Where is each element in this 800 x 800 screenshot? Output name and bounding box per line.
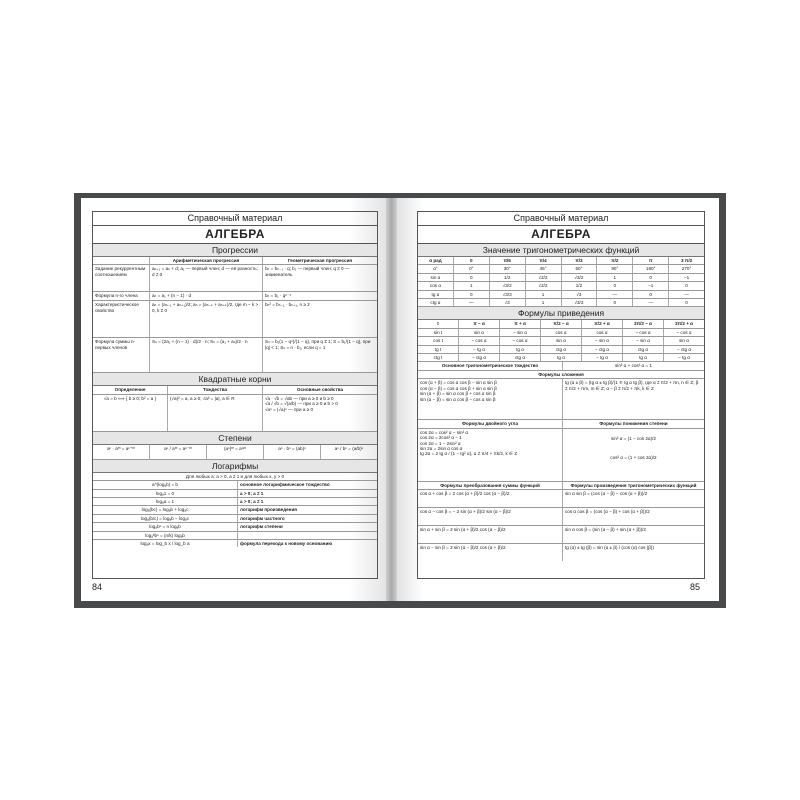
table-cell: 60°: [562, 265, 598, 272]
table-cell: π − α: [459, 320, 500, 327]
table-cell: − cos α: [623, 329, 664, 336]
table-cell: 1: [597, 274, 633, 281]
table-cell: − tg α: [459, 346, 500, 353]
table-cell: − sin α: [623, 337, 664, 344]
table-row: sin α − sin β = 2 sin (α − β)/2 cos (α + β)/2 tg (α) ± tg (β) = sin (α ± β) / (cos (α) cos (β)): [418, 544, 704, 561]
table-cell: √3: [490, 299, 526, 306]
table-row: [418, 299, 704, 307]
table-cell: π: [633, 257, 669, 264]
table-cell: ctg α: [623, 346, 664, 353]
table-row: [418, 291, 704, 299]
table-cell: 0: [597, 282, 633, 289]
table-cell: tg t: [418, 346, 459, 353]
table-cell: cos α: [582, 329, 623, 336]
table-cell: − sin α: [500, 329, 541, 336]
logs-condition: Для любых a: a > 0, a ≠ 1 и для любых x, y > 0: [93, 473, 377, 481]
table-row: [418, 329, 704, 337]
table-row: cos α − cos β = − 2 sin (α + β)/2 sin (α − β)/2 cos α cos β = (cos (α − β) + cos (α + β))/2: [418, 508, 704, 526]
table-cell: 3π/2 + α: [675, 321, 693, 327]
table-cell: 0: [597, 299, 633, 306]
table-cell: 270°: [681, 266, 692, 272]
right-header: Справочный материал: [418, 212, 704, 226]
table-cell: 90°: [597, 265, 633, 272]
table-cell: π/6: [490, 257, 526, 264]
table-cell: sin α: [541, 337, 582, 344]
table-row: [418, 346, 704, 354]
table-cell: √3: [562, 291, 598, 298]
right-reference-box: [417, 211, 705, 579]
table-cell: 0°: [454, 265, 490, 272]
table-row: Характеристическое свойство aₙ = (aₙ₋₁ + aₙ₊₁)/2; aₙ = (aₙ₋ₖ + aₙ₊ₖ)/2, где m − k > 0, k ≠ 0 bₙ² = bₙ₋₁ · bₙ₊₁, n ≥ 2: [93, 301, 377, 338]
table-cell: − ctg α: [676, 346, 692, 352]
table-cell: 0: [685, 283, 688, 289]
table-cell: π/2 − α: [541, 320, 582, 327]
table-row: [418, 320, 704, 328]
table-cell: − cos α: [459, 337, 500, 344]
table-row: [418, 354, 704, 362]
table-row: sin α + sin β = 2 sin (α + β)/2 cos (α − β)/2 sin α cos β = (sin (α − β) + sin (α + β))/2: [418, 526, 704, 544]
table-cell: 0: [454, 257, 490, 264]
table-cell: 1: [454, 282, 490, 289]
table-cell: −1: [683, 274, 690, 280]
table-row: [418, 274, 704, 282]
table-cell: —: [684, 291, 689, 297]
table-cell: −1: [633, 282, 669, 289]
table-cell: − ctg α: [582, 346, 623, 353]
table-cell: √2/2: [526, 274, 562, 281]
table-cell: cos α: [418, 282, 454, 289]
progressions-header-row: [93, 257, 377, 265]
table-cell: π/2 + α: [582, 320, 623, 327]
right-title: АЛГЕБРА: [418, 226, 704, 244]
table-row: Формула n-го члена aₙ = a₁ + (n − 1) · d bₙ = b₁ · qⁿ⁻¹: [93, 292, 377, 301]
table-cell: π/2: [597, 257, 633, 264]
sum-prod-titles: Формулы преобразования суммы функций Формулы произведения тригонометрических функций: [418, 482, 704, 490]
table-cell: 1/2: [490, 274, 526, 281]
table-row: √a = b ⟺ { b ≥ 0; b² = a } (√a)² = a, a ≥ 0; √a² = |a|, a ∈ R √a · √b = √ab — при a ≥ 0 и b ≥ 0 √a / √b = √(a/b) — при a ≥ 0 и b > 0 √aⁿ = (√a)ⁿ — при a ≥ 0: [93, 395, 377, 432]
table-cell: —: [597, 291, 633, 298]
table-cell: − ctg α: [459, 354, 500, 361]
table-row: a^(logₐb) = b основное логарифмическое тождество: [93, 481, 377, 489]
double-halving-block: cos 2α = cos² α − sin² α cos 2α = 2cos² α − 1 cos 2α = 1 − 2sin² α sin 2α = 2sin α cos α tg 2α = 2 tg α / (1 − tg² α), α ≠ π/4 + πk/2, k ∈ Z sin² α = (1 − cos 2α)/2 cos² α = (1 + cos 2α)/2: [418, 429, 704, 482]
table-cell: − tg α: [582, 354, 623, 361]
table-row: [418, 257, 704, 265]
reduction-title: Формулы приведения: [418, 307, 704, 320]
table-row: logₐbⁿ = n logₐb логарифм степени: [93, 523, 377, 531]
table-row: logₐx = log_b x / log_b a формула перехода к новому основанию: [93, 540, 377, 547]
page-number-left: 84: [92, 582, 103, 592]
table-cell: tg α: [541, 354, 582, 361]
table-row: logₐᵏbⁿ = (n/k) logₐb: [93, 532, 377, 540]
table-row: aⁿ · aᵐ = aⁿ⁺ᵐ aⁿ / aᵐ = aⁿ⁻ᵐ (aⁿ)ᵐ = aⁿᵐ aⁿ · bⁿ = (ab)ⁿ aⁿ / bⁿ = (a/b)ⁿ: [93, 445, 377, 460]
left-header: Справочный материал: [93, 212, 377, 226]
table-cell: sin α: [459, 329, 500, 336]
trig-title: Значение тригонометрических функций: [418, 244, 704, 257]
col-arith: Арифметическая прогрессия: [150, 257, 263, 264]
logs-title: Логарифмы: [93, 460, 377, 473]
table-cell: √3/2: [490, 282, 526, 289]
table-cell: − sin α: [582, 337, 623, 344]
identity-row: Основное тригонометрическое тождество sin² α + cos² α = 1: [418, 362, 704, 370]
roots-header-row: Определение Тождества Основные свойства: [93, 386, 377, 394]
powers-title: Степени: [93, 432, 377, 445]
table-cell: cos α: [541, 329, 582, 336]
table-cell: 45°: [526, 265, 562, 272]
table-cell: √3/3: [562, 299, 598, 306]
table-row: Формула суммы n-первых членов Sₙ = (2a₁ + (n − 1) · d)/2 · n; Sₙ = (a₁ + aₙ)/2 · n Sₙ = b₁(1 − qⁿ)/(1 − q), при q ≠ 1; S = b₁/(1 − q), при |q| < 1; Sₙ = n · b₁, если q = 1: [93, 338, 377, 373]
table-cell: α°: [418, 265, 454, 272]
table-cell: 1: [526, 299, 562, 306]
table-row: logₐ(b/c) = logₐb − logₐc логарифм частного: [93, 515, 377, 523]
table-cell: 0: [454, 274, 490, 281]
table-cell: tg α: [418, 291, 454, 298]
table-cell: tg α: [623, 354, 664, 361]
table-row: logₐa = 1 a > 0; a ≠ 1: [93, 498, 377, 506]
reduction-table: [418, 320, 704, 362]
table-cell: tg α: [500, 346, 541, 353]
book-gutter: [386, 198, 397, 601]
table-cell: ctg α: [418, 299, 454, 306]
table-cell: 30°: [490, 265, 526, 272]
addition-title: Формулы сложения: [418, 371, 704, 379]
table-cell: —: [454, 299, 490, 306]
progressions-title: Прогрессии: [93, 244, 377, 257]
table-row: [418, 337, 704, 345]
table-cell: √2/2: [526, 282, 562, 289]
table-cell: √3/3: [490, 291, 526, 298]
table-cell: 3π/2 − α: [623, 320, 664, 327]
table-cell: − cos α: [676, 329, 692, 335]
table-cell: ctg t: [418, 354, 459, 361]
table-cell: 0: [633, 291, 669, 298]
table-cell: sin α: [679, 338, 689, 344]
table-cell: sin α: [418, 274, 454, 281]
table-cell: cos t: [418, 337, 459, 344]
trig-table: [418, 257, 704, 307]
table-cell: 3 π/2: [680, 258, 693, 263]
table-cell: 1: [526, 291, 562, 298]
table-cell: π/3: [562, 257, 598, 264]
table-cell: √3/2: [562, 274, 598, 281]
table-row: logₐ(bc) = logₐb + logₐc логарифм произведения: [93, 506, 377, 514]
left-title: АЛГЕБРА: [93, 226, 377, 244]
table-cell: 0: [685, 300, 688, 306]
table-row: logₐ1 = 0 a > 0; a ≠ 1: [93, 490, 377, 498]
page-number-right: 85: [690, 582, 701, 592]
double-halving-titles: Формулы двойного угла Формулы понижения степени: [418, 420, 704, 428]
table-cell: 0: [633, 274, 669, 281]
table-cell: − cos α: [500, 337, 541, 344]
table-cell: t: [418, 320, 459, 327]
table-cell: —: [633, 299, 669, 306]
table-row: Задание рекуррентным соотношением aₙ₊₁ = aₙ + d; a₁ — первый член; d — её разность; d ≠ 0 bₙ = bₙ₋₁ · q; b₁ — первый член; q ≠ 0 — знаменатель: [93, 265, 377, 292]
addition-block: cos (α + β) = cos α cos β − sin α sin β cos (α − β) = cos α cos β + sin α sin β sin (α + β) = sin α cos β + cos α sin β sin (α − β) = sin α cos β − cos α sin β tg (α ± β) = (tg α ± tg β)/(1 ∓ tg α tg β), где α ≠ π/2 + πn, n ∈ Z; β ≠ π/2 + πm, m ∈ Z; α − β ≠ π/2 + πk, k ∈ Z: [418, 379, 704, 420]
table-cell: − tg α: [678, 355, 690, 361]
table-row: [418, 282, 704, 290]
table-cell: sin t: [418, 329, 459, 336]
roots-title: Квадратные корни: [93, 373, 377, 386]
left-reference-box: [92, 211, 378, 579]
table-cell: π/4: [526, 257, 562, 264]
table-cell: 180°: [633, 265, 669, 272]
table-row: [418, 265, 704, 273]
table-cell: ctg α: [541, 346, 582, 353]
table-cell: π + α: [500, 320, 541, 327]
table-row: cos α + cos β = 2 cos (α + β)/2 cos (α − β)/2 sin α sin β = (cos (α − β) − cos (α + β))/2: [418, 490, 704, 508]
col-geom: Геометрическая прогрессия: [287, 258, 353, 263]
table-cell: 0: [454, 291, 490, 298]
table-cell: ctg α: [500, 354, 541, 361]
table-cell: 1/2: [562, 282, 598, 289]
table-cell: α рад: [418, 257, 454, 264]
